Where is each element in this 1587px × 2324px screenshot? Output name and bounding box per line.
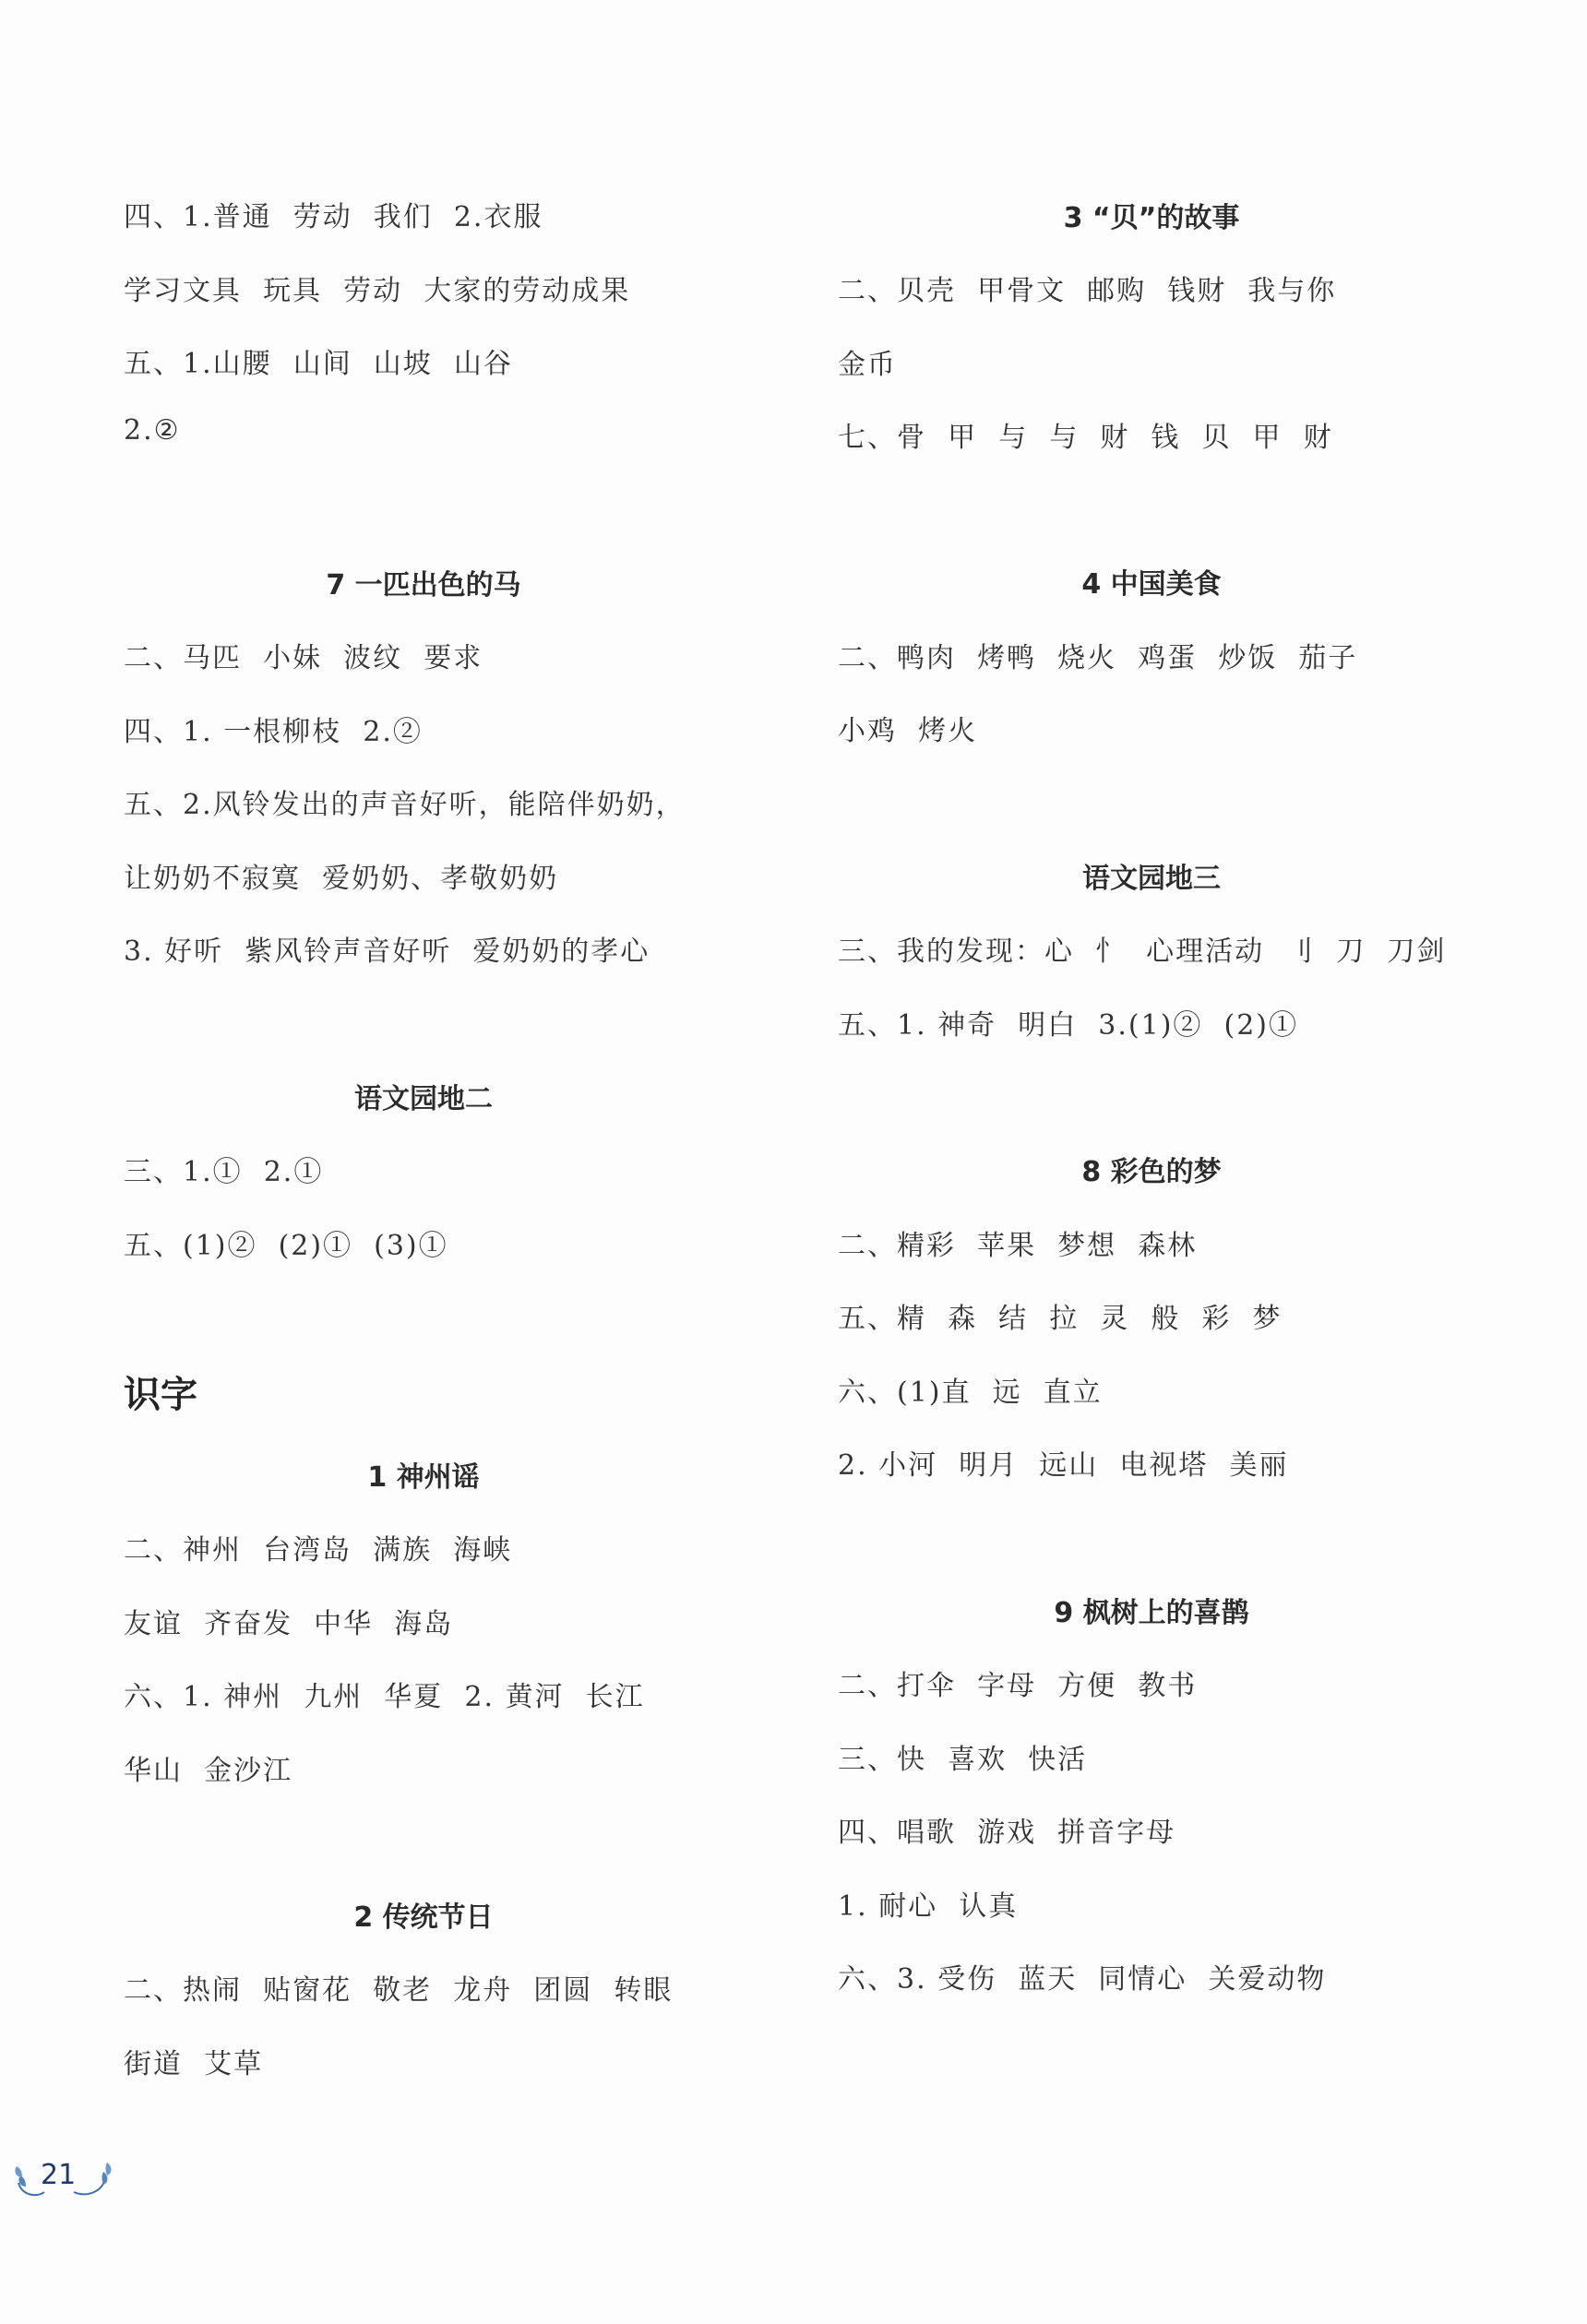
answer-line: 华山 金沙江 xyxy=(124,1755,293,1787)
answer-line: 二、马匹 小妹 波纹 要求 xyxy=(124,642,483,674)
answer-line: 五、1.山腰 山间 山坡 山谷 xyxy=(124,348,513,380)
answer-line: 3. 好听 紫风铃声音好听 爱奶奶的孝心 xyxy=(124,936,650,968)
answer-line: 三、1.① 2.① xyxy=(124,1156,324,1188)
lesson-title: 语文园地二 xyxy=(354,1083,493,1115)
lesson-title: 1 神州谣 xyxy=(367,1461,480,1494)
answer-line: 二、打伞 字母 方便 教书 xyxy=(838,1670,1198,1702)
answer-line: 友谊 齐奋发 中华 海岛 xyxy=(124,1608,454,1640)
answer-line: 五、精 森 结 拉 灵 般 彩 梦 xyxy=(838,1303,1283,1335)
answer-line: 小鸡 烤火 xyxy=(838,715,978,747)
answer-line: 五、(1)② (2)① (3)① xyxy=(124,1230,448,1262)
page-number-text: 21 xyxy=(41,2159,77,2191)
answer-line: 让奶奶不寂寞 爱奶奶、孝敬奶奶 xyxy=(124,863,559,895)
answer-line: 五、1. 神奇 明白 3.(1)② (2)① xyxy=(838,1009,1298,1042)
lesson-title: 9 枫树上的喜鹊 xyxy=(1054,1597,1249,1629)
section-heading: 识字 xyxy=(124,1374,197,1416)
answer-line: 五、2.风铃发出的声音好听，能陪伴奶奶， xyxy=(124,789,686,821)
answer-line: 六、(1)直 远 直立 xyxy=(838,1377,1103,1409)
answer-line: 七、骨 甲 与 与 财 钱 贝 甲 财 xyxy=(838,422,1333,454)
lesson-title: 7 一匹出色的马 xyxy=(326,569,521,602)
answer-line: 三、我的发现：心 忄 心理活动 刂 刀 刀剑 xyxy=(838,936,1447,968)
lesson-title: 2 传统节日 xyxy=(353,1901,494,1934)
answer-line: 街道 艾草 xyxy=(124,2048,264,2080)
answer-line: 1. 耐心 认真 xyxy=(838,1890,1019,1923)
answer-line: 三、快 喜欢 快活 xyxy=(838,1744,1088,1776)
answer-line: 二、热闹 贴窗花 敬老 龙舟 团圆 转眼 xyxy=(124,1974,674,2007)
lesson-title: 8 彩色的梦 xyxy=(1081,1156,1222,1188)
answer-line: 六、1. 神州 九州 华夏 2. 黄河 长江 xyxy=(124,1681,645,1713)
answer-line: 二、贝壳 甲骨文 邮购 钱财 我与你 xyxy=(838,275,1337,307)
answer-line: 金币 xyxy=(838,349,897,381)
answer-line: 六、3. 受伤 蓝天 同情心 关爱动物 xyxy=(838,1963,1327,1996)
lesson-title: 语文园地三 xyxy=(1082,863,1221,895)
answer-line: 2.② xyxy=(124,414,181,447)
lesson-title: 4 中国美食 xyxy=(1081,568,1222,601)
answer-line: 2. 小河 明月 远山 电视塔 美丽 xyxy=(838,1449,1289,1482)
lesson-title: 3 “贝”的故事 xyxy=(1063,202,1240,234)
answer-line: 二、神州 台湾岛 满族 海峡 xyxy=(124,1534,513,1567)
answer-line: 四、1. 一根柳枝 2.② xyxy=(124,716,423,748)
answer-line: 二、鸭肉 烤鸭 烧火 鸡蛋 炒饭 茄子 xyxy=(838,642,1358,674)
answer-line: 二、精彩 苹果 梦想 森林 xyxy=(838,1230,1198,1262)
answer-line: 四、唱歌 游戏 拼音字母 xyxy=(838,1817,1176,1849)
answer-line: 四、1.普通 劳动 我们 2.衣服 xyxy=(124,201,543,233)
answer-line: 学习文具 玩具 劳动 大家的劳动成果 xyxy=(124,275,631,307)
page-number xyxy=(13,2155,114,2201)
